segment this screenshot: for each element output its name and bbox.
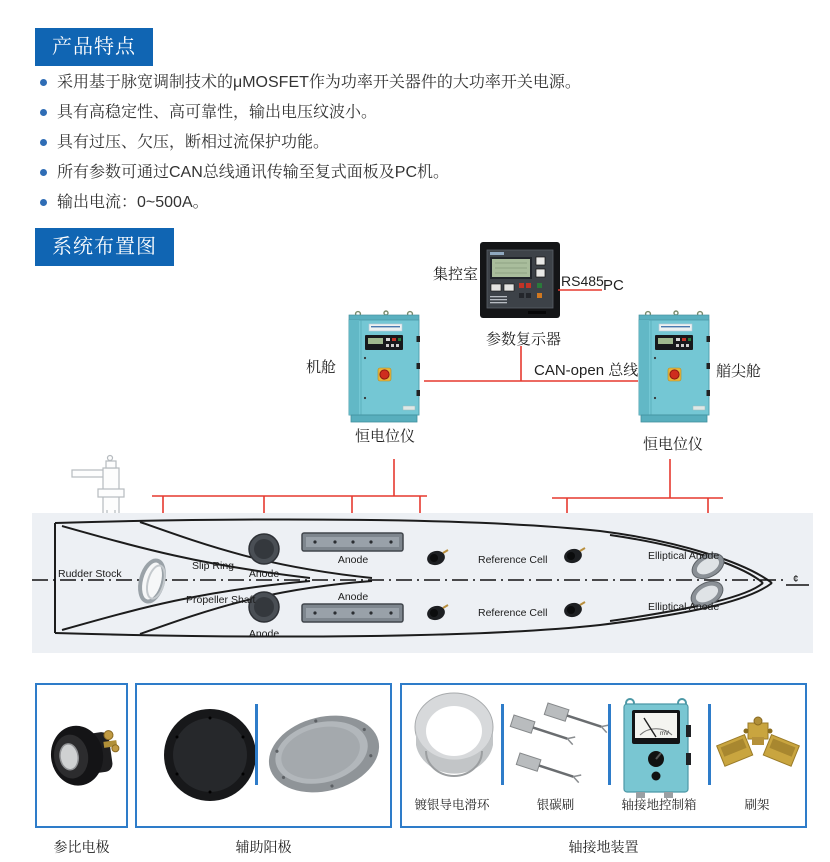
anode-label: Anode: [248, 568, 280, 580]
bullet-icon: [40, 199, 47, 206]
ship-plan: [32, 513, 813, 653]
reference-electrode-panel: [35, 683, 128, 828]
auxiliary-anode-panel: [135, 683, 392, 828]
shaft-grounding-label: 轴接地装置: [568, 839, 639, 855]
pc-label: PC: [603, 277, 624, 294]
svg-text:mV: mV: [660, 731, 669, 737]
svg-text:¢: ¢: [793, 574, 799, 585]
potentiostat-right-label: 恒电位仪: [643, 436, 704, 453]
slip-ring-label: Slip Ring: [192, 560, 235, 572]
elliptical-anode-label: Elliptical Anode: [648, 550, 720, 562]
feature-item: 具有过压、欠压，断相过流保护功能。: [40, 134, 800, 152]
slip-ring-item-label: 镀银导电滑环: [414, 798, 490, 812]
panel-divider: [608, 704, 611, 785]
auxiliary-anode-label: 辅助阳极: [235, 839, 292, 855]
slip-ring-photo: [415, 693, 493, 776]
repeater-label: 参数复示器: [486, 331, 562, 348]
anode-label: Anode: [337, 591, 369, 603]
potentiostat-cabinet-right: [639, 311, 710, 422]
parameter-repeater-device: [480, 242, 560, 318]
system-diagram: [0, 235, 830, 665]
feature-item: 所有参数可通过CAN总线通讯传输至复式面板及PC机。: [40, 164, 800, 182]
panel-divider: [708, 704, 711, 785]
reference-electrode-photo: [37, 685, 126, 826]
brush-holder-photo: [717, 717, 800, 766]
layout-header: 系统布置图: [35, 228, 174, 266]
auxiliary-anode-photo: [137, 685, 390, 826]
reference-electrode-label: 参比电极: [53, 839, 110, 855]
carbon-brush-item-label: 银碳刷: [536, 798, 575, 812]
panel-divider: [255, 704, 258, 785]
anode-label: Anode: [337, 554, 369, 566]
bar-anode-upper: [302, 533, 403, 551]
fore-peak-label: 艏尖舱: [716, 363, 762, 380]
bar-anode-lower: [302, 604, 403, 622]
reference-cell-label: Reference Cell: [478, 607, 548, 619]
shaft-grounding-panel: [400, 683, 807, 828]
potentiostat-cabinet-left: [349, 311, 420, 422]
panel-divider: [501, 704, 504, 785]
disc-anode-upper: [249, 534, 279, 564]
carbon-brushes-photo: [510, 703, 610, 784]
feature-item: 采用基于脉宽调制技术的μMOSFET作为功率开关器件的大功率开关电源。: [40, 74, 800, 92]
features-list: [40, 74, 800, 224]
control-box-photo: [624, 699, 691, 798]
shaft-brush-drawing: [72, 456, 124, 517]
engine-room-label: 机舱: [306, 359, 337, 376]
potentiostat-left-label: 恒电位仪: [355, 428, 416, 445]
bullet-icon: [40, 139, 47, 146]
feature-item: 输出电流：0~500A。: [40, 194, 800, 212]
rudder-stock-label: Rudder Stock: [58, 568, 122, 580]
features-header: 产品特点: [35, 28, 153, 66]
bullet-icon: [40, 169, 47, 176]
rs485-label: RS485: [561, 273, 604, 289]
propeller-shaft-label: Propeller Shaft: [186, 594, 256, 606]
bullet-icon: [40, 109, 47, 116]
bullet-icon: [40, 79, 47, 86]
elliptical-anode-label: Elliptical Anode: [648, 601, 720, 613]
control-box-item-label: 轴接地控制箱: [621, 798, 697, 812]
feature-item: 具有高稳定性、高可靠性，输出电压纹波小。: [40, 104, 800, 122]
control-room-label: 集控室: [433, 266, 479, 283]
anode-label: Anode: [248, 628, 280, 640]
brush-holder-item-label: 刷架: [744, 798, 770, 812]
reference-cell-label: Reference Cell: [478, 554, 548, 566]
can-bus-label: CAN-open 总线: [534, 362, 639, 379]
